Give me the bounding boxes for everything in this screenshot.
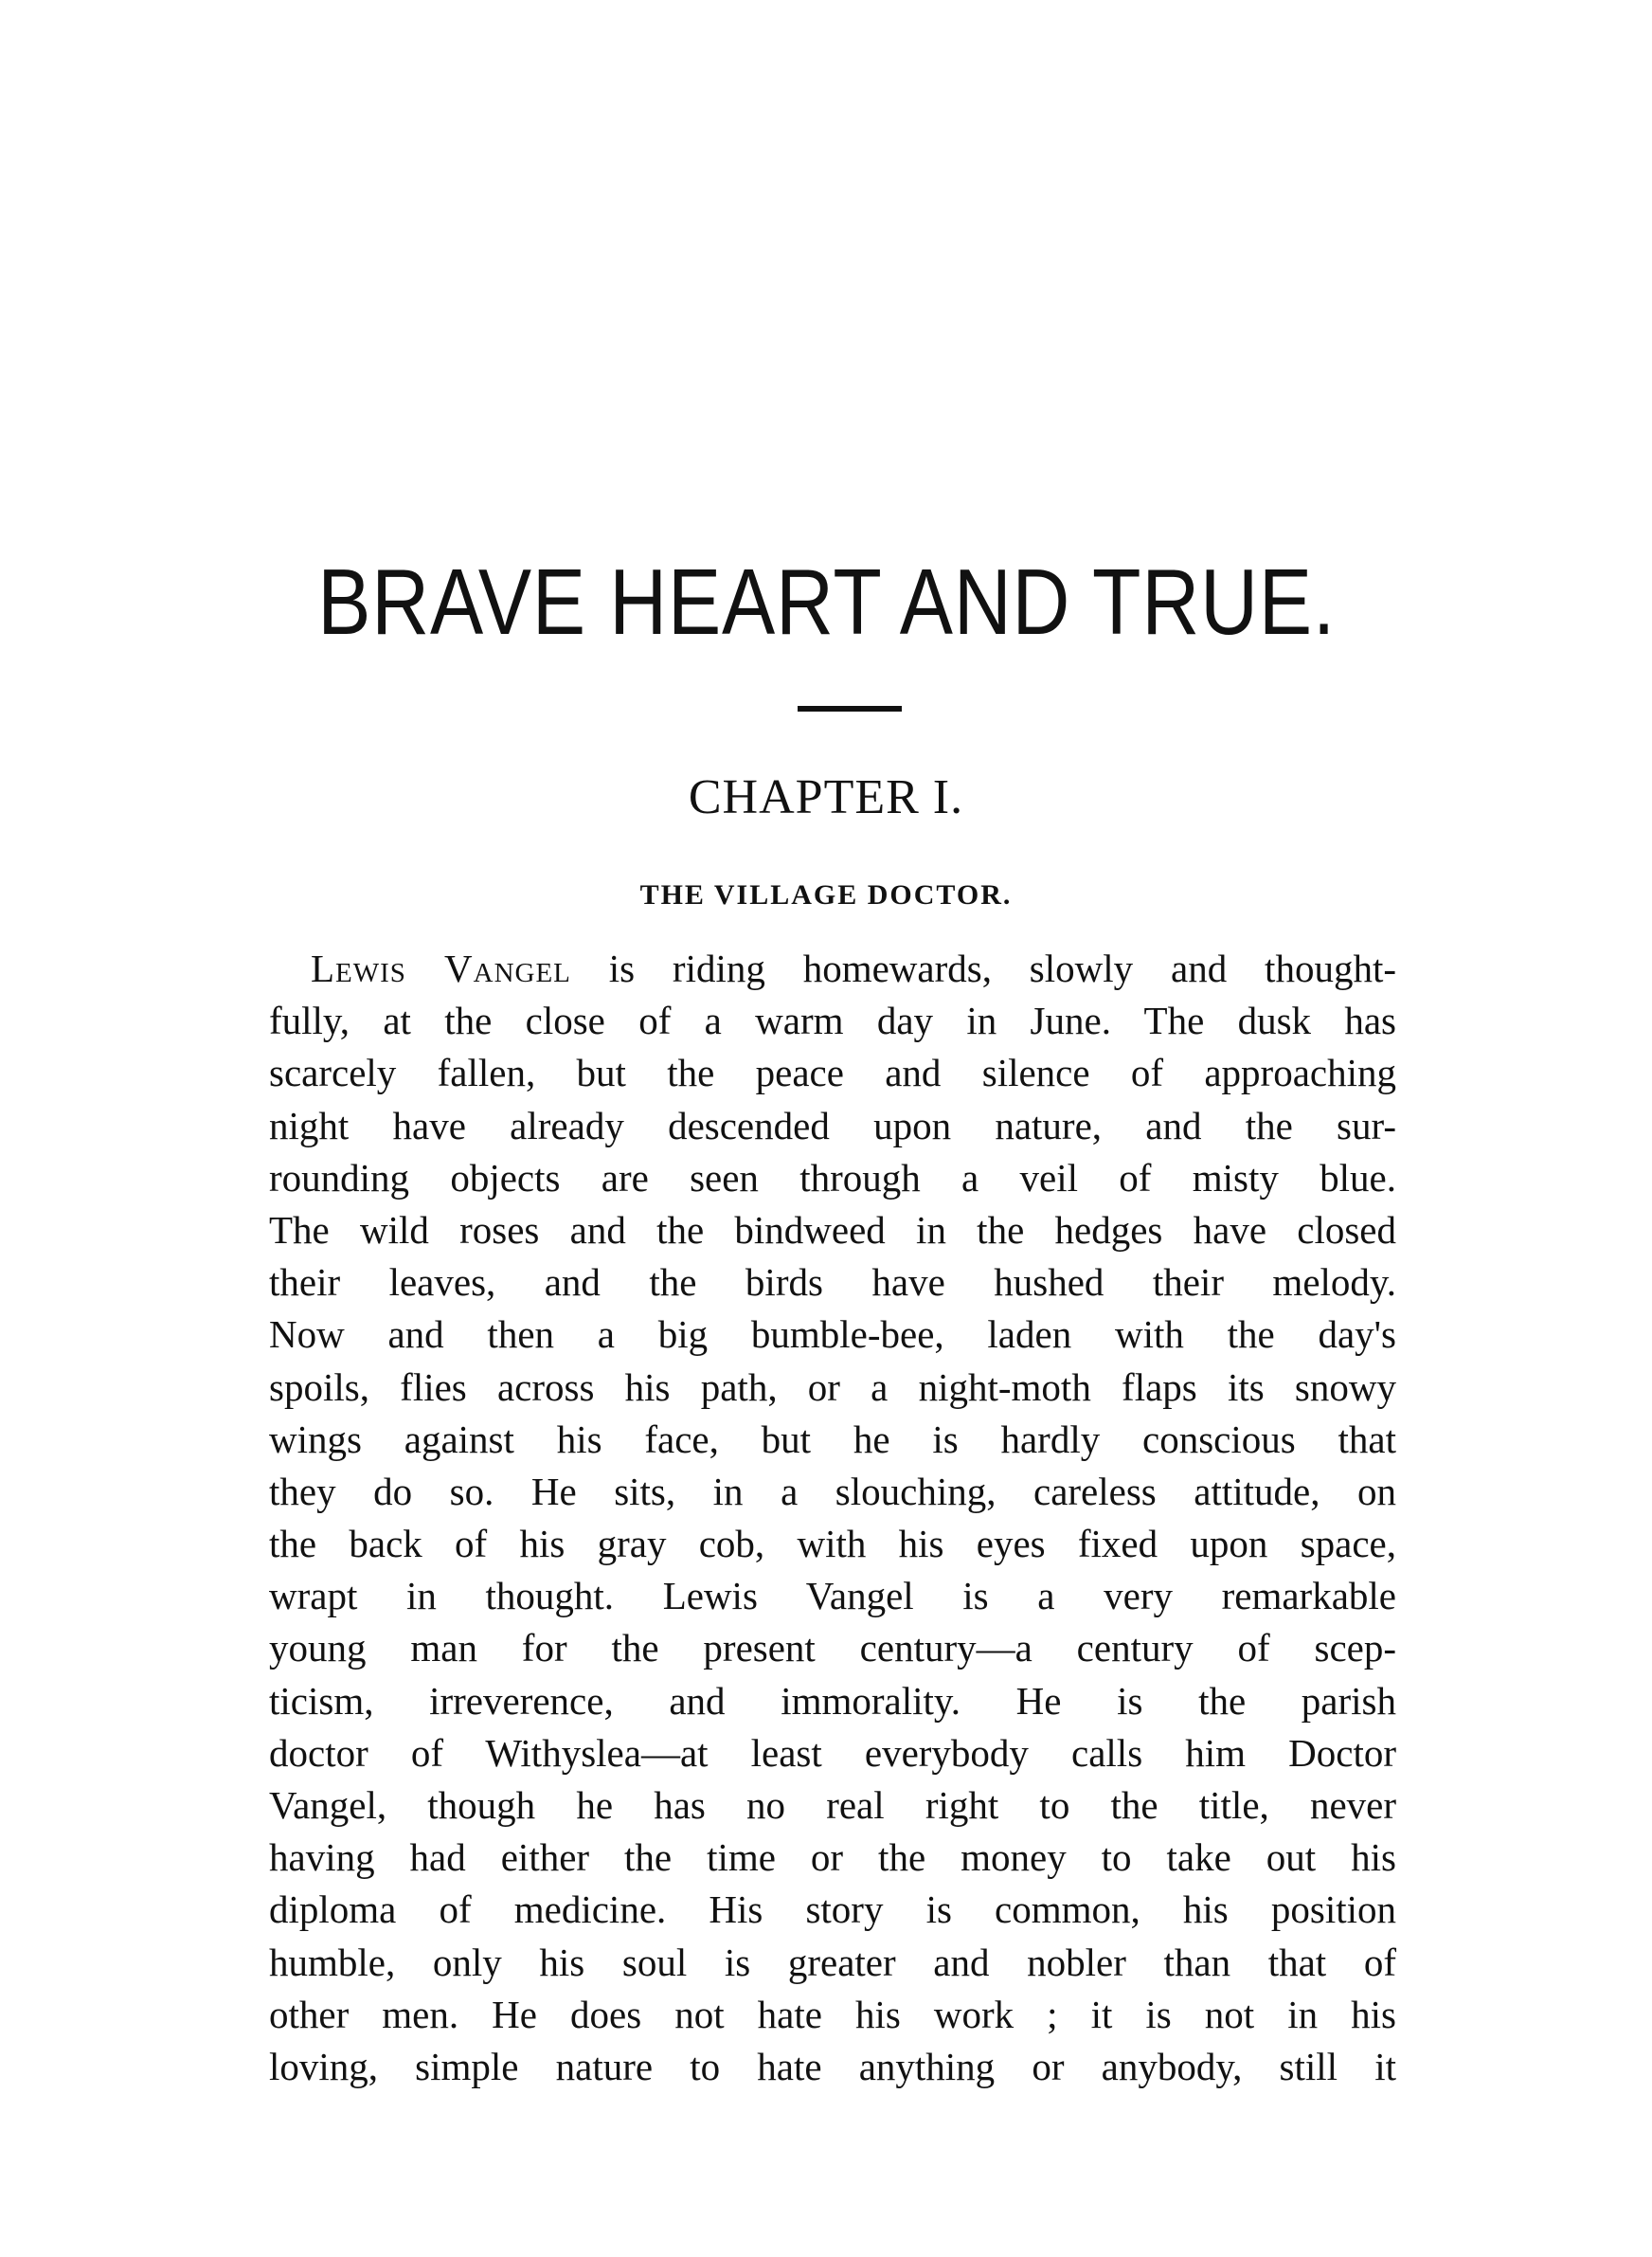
text-line: their leaves, and the birds have hushed their melody. [269,1260,1396,1305]
text-line [269,943,1396,995]
text-line: loving, simple nature to hate anything or anybody, still it [269,2044,1396,2088]
text-line: diploma of medicine. His story is common, his position [269,1887,1396,1932]
text-line-content: is riding homewards, slowly and thought- [570,947,1396,990]
text-line: young man for the present century—a century of scep- [269,1626,1396,1670]
text-line: they do so. He sits, in a slouching, careless attitude, on [269,1469,1396,1513]
text-line: other men. He does not hate his work ; it is not in his [269,1992,1396,2036]
text-line: wings against his face, but he is hardly conscious that [269,1417,1396,1461]
chapter-body-text [269,943,1396,2093]
text-line: spoils, flies across his path, or a night-moth flaps its snowy [269,1364,1396,1409]
text-line: Now and then a big bumble-bee, laden with the day's [269,1312,1396,1357]
text-line: ticism, irreverence, and immorality. He is the parish [269,1678,1396,1723]
text-line: doctor of Withyslea—at least everybody calls him Doctor [269,1730,1396,1775]
text-line: wrapt in thought. Lewis Vangel is a very remarkable [269,1574,1396,1618]
text-line: having had either the time or the money to take out his [269,1835,1396,1880]
book-title: BRAVE HEART AND TRUE. [317,550,1337,654]
text-line: fully, at the close of a warm day in June. The dusk has [269,999,1396,1043]
text-line: The wild roses and the bindweed in the hedges have closed [269,1207,1396,1252]
text-line: Vangel, though he has no real right to the title, never [269,1783,1396,1827]
opening-small-caps: Lewis Vangel [311,947,571,990]
text-line: the back of his gray cob, with his eyes fixed upon space, [269,1522,1396,1566]
chapter-subtitle: THE VILLAGE DOCTOR. [639,879,1013,911]
text-line: night have already descended upon nature, and the sur- [269,1103,1396,1147]
chapter-heading: CHAPTER I. [688,770,964,824]
text-line: rounding objects are seen through a veil of misty blue. [269,1155,1396,1200]
text-line: scarcely fallen, but the peace and silence of approaching [269,1051,1396,1095]
text-line: humble, only his soul is greater and nobler than that of [269,1940,1396,1984]
title-divider-rule [798,706,902,712]
